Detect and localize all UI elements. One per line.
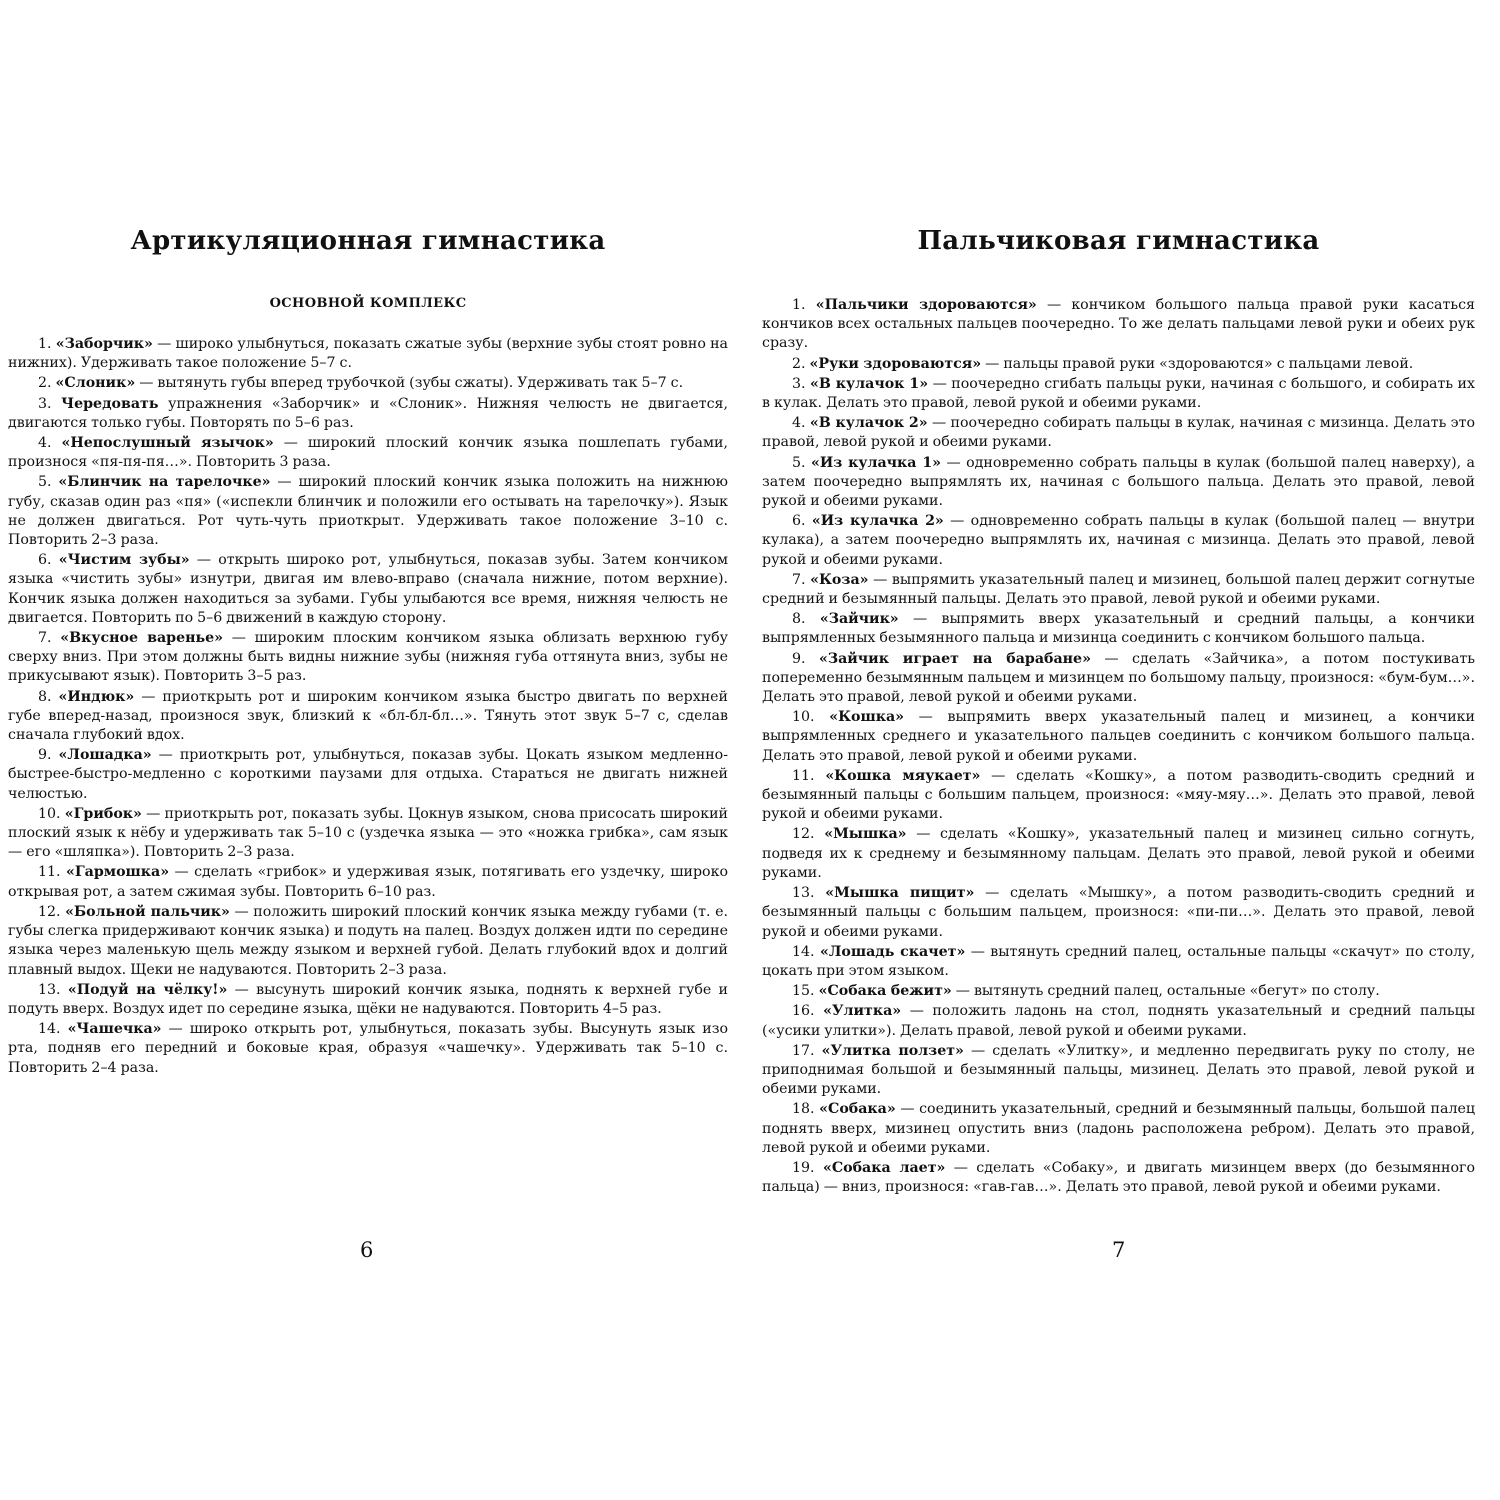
exercise-description: — сделать «Зайчика», а потом постукивать попеременно безымянным пальцем и мизинцем по большому пальцу, произнося: «бум-бум…». Делать это правой, левой рукой и обеими руками.: [762, 650, 1475, 706]
page-number: 7: [1112, 1238, 1126, 1262]
exercise-description: — положить ладонь на стол, поднять указательный и средний пальцы («усики улитки»). Делать правой, левой рукой и обеими руками.: [762, 1003, 1476, 1039]
exercise-description: — широким плоским кончиком языка облизать верхнюю губу сверху вниз. При этом должны быть видны нижние зубы (нижняя губа оттянута вниз, зубы не прикусывают язык). Повторить 3–5 раз.: [8, 630, 729, 685]
exercise-name: «Непослушный язычок»: [61, 435, 274, 452]
exercise-description: — кончиком большого пальца правой руки касаться кончиков всех остальных пальцев поочередно. То же делать пальцами левой руки и обеих рук сразу.: [762, 297, 1475, 352]
exercise-name: «Улитка»: [823, 1003, 902, 1020]
exercise-name: «Лошадь скачет»: [819, 943, 966, 960]
exercise-description: — вытянуть средний палец, остальные «бегут» по столу.: [951, 983, 1380, 1000]
exercise-name: «Кошка мяукает»: [825, 767, 981, 784]
exercise-name: «Лошадка»: [58, 747, 152, 764]
exercise-description: — приоткрыть рот и широким кончиком языка быстро двигать по верхней губе вперед-назад, произнося звук, близкий к «бл-бл-бл…». Тянуть этот звук 5–7 с, сделав сначала глубокий вдох.: [8, 688, 729, 744]
exercise-number: 7.: [792, 571, 811, 588]
exercise-number: 9.: [38, 747, 59, 764]
exercise-description: — широкий плоский кончик языка положить на нижнюю губу, сказав один раз «пя» («испекли блинчик и положили его остывать на тарелочку»). Язык не должен двигаться. Рот чуть-чуть приоткрыт. Удерживать такое положение 3–10 с. Повторить 2–3 раза.: [8, 474, 729, 549]
exercise-name: «Гармошка»: [65, 864, 170, 881]
exercise-number: 1.: [792, 297, 816, 313]
exercise-number: 19.: [792, 1159, 823, 1176]
exercise-item: [762, 767, 1475, 825]
exercise-number: 11.: [38, 864, 66, 881]
exercise-description: — сделать «Кошку», указательный палец и мизинец сильно согнуть, подведя их к среднему и безымянному пальцам. Делать это правой, левой рукой и обеими руками.: [762, 826, 1475, 881]
exercise-item: [762, 1002, 1475, 1040]
exercise-number: 4.: [38, 435, 62, 452]
exercise-item: [8, 395, 728, 433]
exercise-name: «Из кулачка 1»: [810, 454, 942, 471]
exercise-name: «Вкусное варенье»: [60, 630, 224, 647]
exercise-number: 12.: [38, 903, 66, 920]
exercise-number: 14.: [38, 1021, 68, 1038]
exercise-item: [8, 629, 728, 687]
exercise-description: — приоткрыть рот, показать зубы. Цокнув языком, снова присосать широкий плоский язык к нёбу и удерживать так 5–10 с (уздечка языка — это «ножка грибка», сам язык — его «шляпка»). Повторить 2–3 раза.: [8, 805, 728, 861]
exercise-item: [8, 688, 728, 746]
exercise-description: — соединить указательный, средний и безымянный пальцы, большой палец поднять вверх, мизинец опустить вниз (ладонь расположена ребром). Делать это правой, левой рукой и обеими руками.: [762, 1101, 1475, 1156]
exercise-item: [8, 903, 728, 980]
exercise-item: [762, 414, 1475, 452]
exercise-name: «Чашечка»: [67, 1021, 162, 1038]
exercise-description: упражнения «Заборчик» и «Слоник». Нижняя челюсть не двигается, двигаются только губы. Повторять по 5–6 раз.: [8, 395, 729, 431]
exercise-item: [762, 1042, 1475, 1100]
page-number: 6: [360, 1238, 374, 1262]
exercise-name: «Слоник»: [55, 375, 136, 392]
exercise-description: — выпрямить вверх указательный и средний пальцы, а кончики выпрямленных безымянного пальца и мизинца соединить с кончиком большого пальца.: [762, 611, 1475, 647]
exercise-number: 10.: [792, 709, 830, 726]
exercise-item: [8, 551, 728, 628]
exercise-item: [762, 610, 1475, 648]
exercise-item: [8, 981, 728, 1019]
exercise-number: 6.: [792, 513, 812, 530]
exercise-description: — вытянуть губы вперед трубочкой (зубы сжаты). Удерживать так 5–7 с.: [135, 375, 684, 392]
exercise-description: — поочередно сгибать пальцы руки, начиная с большого, и собирать их в кулак. Делать это правой, левой рукой и обеими руками.: [762, 375, 1476, 412]
exercise-number: 12.: [792, 826, 825, 843]
exercise-item: [762, 650, 1475, 708]
exercise-description: — сделать «Собаку», и двигать мизинцем вверх (до безымянного пальца) — вниз, произнося: «гав-гав…». Делать это правой, левой рукой и обеими руками.: [762, 1159, 1475, 1196]
exercise-item: [762, 1100, 1475, 1158]
exercise-number: 13.: [792, 885, 826, 902]
exercise-name: «Улитка ползет»: [821, 1042, 964, 1059]
exercise-number: 2.: [792, 355, 810, 372]
exercise-name: «Мышка»: [824, 826, 907, 843]
exercise-description: — сделать «Мышку», а потом разводить-сводить средний и безымянный пальцы с большим пальцем, произнося: «пи-пи…». Делать это правой, левой рукой и обеими руками.: [762, 885, 1476, 940]
exercise-number: 8.: [792, 611, 820, 628]
exercise-number: 18.: [792, 1101, 820, 1118]
exercise-number: 17.: [792, 1042, 822, 1059]
exercise-number: 11.: [792, 767, 826, 784]
exercise-name: «Пальчики здороваются»: [815, 297, 1037, 313]
exercise-name: «Руки здороваются»: [809, 355, 982, 372]
exercise-name: «Собака лает»: [822, 1159, 946, 1176]
exercise-description: — высунуть широкий кончик языка, поднять к верхней губе и подуть вверх. Воздух идет по середине языка, щёки не надуваются. Повторить 4–5 раз.: [8, 981, 728, 1017]
exercise-item: [762, 884, 1475, 942]
exercise-item: [8, 374, 728, 393]
exercise-name: «Чистим зубы»: [58, 552, 190, 569]
exercise-description: — одновременно собрать пальцы в кулак (большой палец наверху), а затем поочередно выпрямлять их, начиная с большого пальца. Делать это правой, левой рукой и обеими руками.: [762, 454, 1475, 510]
exercise-name: «В кулачок 1»: [810, 375, 929, 392]
exercise-name: «Подуй на чёлку!»: [67, 981, 228, 998]
exercise-name: «В кулачок 2»: [809, 415, 928, 432]
exercise-number: 15.: [792, 983, 819, 1000]
exercise-name: «Собака бежит»: [818, 983, 952, 1000]
exercise-number: 10.: [38, 805, 65, 822]
exercise-item: [8, 746, 728, 804]
exercise-description: — широкий плоский кончик языка пошлепать губами, произнося «пя-пя-пя…». Повторить 3 раза.: [8, 435, 729, 471]
exercise-item: [762, 571, 1475, 609]
exercise-number: 14.: [792, 943, 820, 960]
exercise-description: — поочередно собирать пальцы в кулак, начиная с мизинца. Делать это правой, левой рукой и обеими руками.: [762, 415, 1475, 451]
exercise-description: — вытянуть средний палец, остальные пальцы «скачут» по столу, цокать при этом языком.: [762, 943, 1475, 979]
exercise-number: 3.: [792, 375, 811, 392]
page-title: Артикуляционная гимнастика: [130, 226, 606, 256]
section-subtitle: ОСНОВНОЙ КОМПЛЕКС: [269, 296, 467, 311]
exercise-item: [8, 805, 728, 863]
exercise-name: «Зайчик играет на барабане»: [818, 650, 1091, 667]
exercise-item: [762, 296, 1475, 354]
exercise-name: «Заборчик»: [55, 336, 153, 352]
exercise-number: 6.: [38, 552, 59, 569]
exercise-number: 1.: [38, 336, 56, 352]
exercise-name: «Зайчик»: [819, 611, 899, 628]
exercise-name: «Больной пальчик»: [65, 903, 230, 920]
exercise-name: «Собака»: [819, 1101, 896, 1118]
exercise-number: 7.: [38, 630, 61, 647]
exercise-description: — приоткрыть рот, улыбнуться, показав зубы. Цокать языком медленно-быстрее-быстро-медленно с короткими паузами для отдыха. Стараться не двигать нижней челюстью.: [8, 747, 728, 802]
exercise-number: 16.: [792, 1003, 824, 1020]
exercise-name: «Из кулачка 2»: [811, 513, 944, 530]
exercise-description: — пальцы правой руки «здороваются» с пальцами левой.: [981, 355, 1414, 372]
exercise-description: — положить широкий плоский кончик языка между губами (т. е. губы слегка придерживают кончик языка) и подуть на палец. Воздух должен идти по середине языка через маленькую щель между языком и верхней губой. Делать глубокий вдох и долгий плавный выдох. Щеки не надуваются. Повторить 2–3 раза.: [8, 903, 729, 978]
exercise-item: [762, 375, 1475, 413]
exercise-item: [762, 825, 1475, 883]
exercise-description: — сделать «Улитку», и медленно передвигать руку по столу, не приподнимая большой и безымянный пальцы, мизинец. Делать это правой, левой рукой и обеими руками.: [762, 1042, 1475, 1098]
exercise-description: — сделать «грибок» и удерживая язык, потягивать его уздечку, широко открывая рот, а затем сжимая зубы. Повторить 6–10 раз.: [8, 864, 729, 900]
exercise-name: «Кошка»: [829, 709, 905, 726]
exercise-item: [762, 1159, 1475, 1197]
exercise-number: 5.: [38, 474, 59, 491]
exercise-description: — широко открыть рот, улыбнуться, показать зубы. Высунуть язык изо рта, подняв его передний и боковые края, образуя «чашечку». Удерживать так 5–10 с. Повторить 2–4 раза.: [8, 1021, 728, 1076]
exercise-item: [762, 454, 1475, 512]
exercise-name: «Индюк»: [58, 688, 135, 705]
exercise-number: 3.: [38, 395, 62, 412]
exercise-item: [8, 335, 728, 373]
exercise-number: 9.: [792, 650, 819, 667]
exercise-number: 4.: [792, 415, 810, 432]
page-title: Пальчиковая гимнастика: [917, 226, 1320, 256]
exercise-description: — одновременно собрать пальцы в кулак (большой палец — внутри кулака), а затем поочередно выпрямлять их, начиная с мизинца. Делать это правой, левой рукой и обеими руками.: [762, 513, 1476, 568]
exercise-name: Чередовать: [61, 395, 159, 412]
exercise-name: «Коза»: [810, 571, 869, 588]
exercise-name: «Блинчик на тарелочке»: [58, 474, 271, 491]
exercise-item: [8, 1020, 728, 1078]
exercise-item: [762, 512, 1475, 570]
exercise-item: [8, 863, 728, 901]
exercise-name: «Мышка пищит»: [825, 885, 975, 902]
exercise-number: 5.: [792, 454, 811, 471]
exercise-description: — выпрямить вверх указательный палец и мизинец, а кончики выпрямленных среднего и указательного пальцев соединить с кончиком большого пальца. Делать это правой, левой рукой и обеими руками.: [762, 709, 1475, 764]
exercise-number: 8.: [38, 688, 59, 705]
exercise-item: [762, 982, 1475, 1001]
exercise-item: [762, 355, 1475, 374]
exercise-number: 2.: [38, 375, 56, 392]
exercise-list: [8, 335, 728, 1079]
exercise-description: — открыть широко рот, улыбнуться, показав зубы. Затем кончиком языка «чистить зубы» изнутри, двигая им влево-вправо (сначала нижние, потом верхние). Кончик языка должен находиться за зубами. Губы улыбаются все время, нижняя челюсть не двигается. Повторить по 5–6 движений в каждую сторону.: [8, 552, 729, 626]
exercise-description: — выпрямить указательный палец и мизинец, большой палец держит согнутые средний и безымянный пальцы. Делать это правой, левой рукой и обеими руками.: [762, 571, 1475, 608]
exercise-item: [8, 434, 728, 472]
exercise-description: — широко улыбнуться, показать сжатые зубы (верхние зубы стоят ровно на нижних). Удерживать такое положение 5–7 с.: [8, 336, 728, 372]
exercise-list: [762, 296, 1475, 1198]
exercise-description: — сделать «Кошку», а потом разводить-сводить средний и безымянный пальцы с большим пальцем, произнося: «мяу-мяу…». Делать это правой, левой рукой и обеими руками.: [762, 767, 1476, 823]
exercise-name: «Грибок»: [64, 805, 142, 822]
exercise-number: 13.: [38, 981, 68, 998]
exercise-item: [8, 473, 728, 550]
exercise-item: [762, 708, 1475, 766]
exercise-item: [762, 943, 1475, 981]
